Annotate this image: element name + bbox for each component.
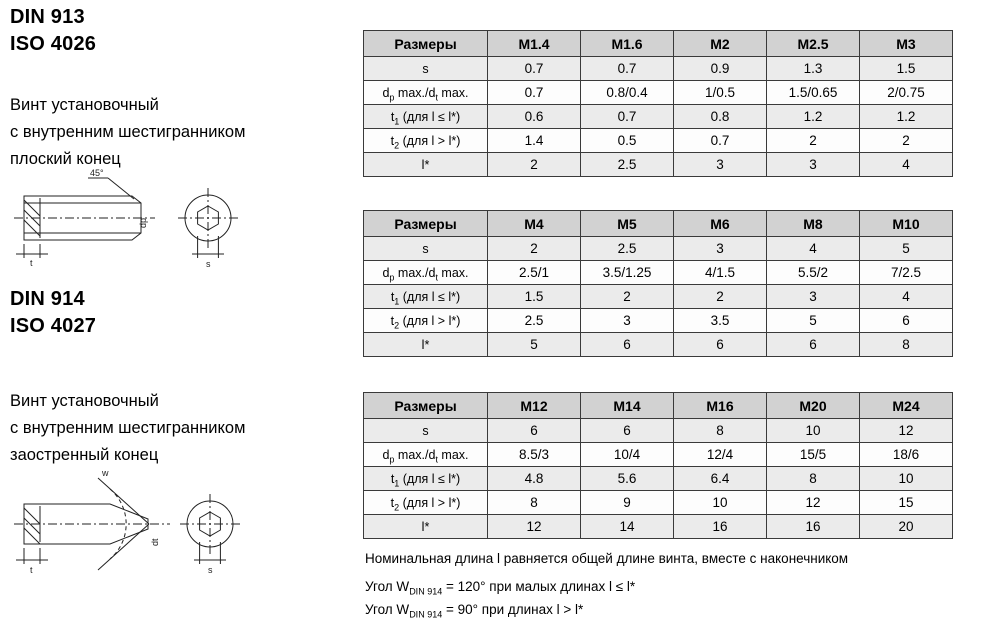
row-label: l* xyxy=(364,153,488,177)
value-cell: 3 xyxy=(767,285,860,309)
header-dimensions: Размеры xyxy=(364,393,488,419)
t-dimension-label: t xyxy=(30,565,33,575)
value-cell: 5.6 xyxy=(581,467,674,491)
value-cell: 6 xyxy=(767,333,860,357)
t-dimension-label: t xyxy=(30,258,33,268)
value-cell: 10 xyxy=(860,467,953,491)
value-cell: 10 xyxy=(674,491,767,515)
value-cell: 3 xyxy=(674,237,767,261)
row-label: s xyxy=(364,419,488,443)
dimensions-table-3 xyxy=(363,392,953,539)
row-label: $d_p$ $\max./d_t$ max. xyxy=(364,443,488,467)
value-cell: 20 xyxy=(860,515,953,539)
value-cell: 12/4 xyxy=(674,443,767,467)
header-size-M8: M8 xyxy=(767,211,860,237)
value-cell: 1.4 xyxy=(488,129,581,153)
value-cell: 2.5 xyxy=(581,153,674,177)
value-cell: 10/4 xyxy=(581,443,674,467)
value-cell: 2 xyxy=(581,285,674,309)
value-cell: 2 xyxy=(767,129,860,153)
header-size-M1.6: M1.6 xyxy=(581,31,674,57)
value-cell: 6 xyxy=(581,333,674,357)
value-cell: 3 xyxy=(581,309,674,333)
header-size-M1.4: M1.4 xyxy=(488,31,581,57)
value-cell: 2.5 xyxy=(488,309,581,333)
cone-angle-label: w xyxy=(102,468,109,478)
value-cell: 12 xyxy=(767,491,860,515)
dp-dimension-label: dp xyxy=(138,217,148,228)
value-cell: 4 xyxy=(860,153,953,177)
description-line: заостренный конец xyxy=(10,446,159,464)
table-row xyxy=(364,153,953,177)
row-label: s xyxy=(364,237,488,261)
row-label: $t_1$ (для l ≤ l*) xyxy=(364,467,488,491)
description-line: с внутренним шестигранником xyxy=(10,123,246,141)
value-cell: 7/2.5 xyxy=(860,261,953,285)
header-size-M12: M12 xyxy=(488,393,581,419)
value-cell: 0.7 xyxy=(674,129,767,153)
value-cell: 3.5 xyxy=(674,309,767,333)
value-cell: 0.7 xyxy=(488,57,581,81)
value-cell: 1/0.5 xyxy=(674,81,767,105)
value-cell: 4.8 xyxy=(488,467,581,491)
value-cell: 2.5 xyxy=(581,237,674,261)
value-cell: 6 xyxy=(674,333,767,357)
header-size-M3: M3 xyxy=(860,31,953,57)
header-size-M6: M6 xyxy=(674,211,767,237)
value-cell: 6 xyxy=(581,419,674,443)
header-size-M2: M2 xyxy=(674,31,767,57)
din913-description xyxy=(10,92,245,173)
value-cell: 1.3 xyxy=(767,57,860,81)
table-row xyxy=(364,57,953,81)
description-line: Винт установочный xyxy=(10,96,159,114)
header-size-M16: M16 xyxy=(674,393,767,419)
value-cell: 1.5/0.65 xyxy=(767,81,860,105)
value-cell: 15/5 xyxy=(767,443,860,467)
value-cell: 6.4 xyxy=(674,467,767,491)
note-angle-120: Угол $W_{DIN 914} = 120^\circ$ при малых длинах l ≤ l* xyxy=(365,579,636,597)
value-cell: 0.7 xyxy=(581,105,674,129)
header-size-M4: M4 xyxy=(488,211,581,237)
value-cell: 4 xyxy=(860,285,953,309)
din913-title: DIN 913 xyxy=(10,6,85,28)
row-label: $t_2$ (для l > l*) xyxy=(364,309,488,333)
value-cell: 1.5 xyxy=(488,285,581,309)
table-row xyxy=(364,419,953,443)
table-row xyxy=(364,237,953,261)
description-line: Винт установочный xyxy=(10,392,159,410)
value-cell: 8.5/3 xyxy=(488,443,581,467)
screw-side-view xyxy=(14,178,155,258)
table-row xyxy=(364,285,953,309)
value-cell: 8 xyxy=(674,419,767,443)
s-dimension-label: s xyxy=(208,565,213,575)
value-cell: 0.9 xyxy=(674,57,767,81)
description-line: плоский конец xyxy=(10,150,121,168)
value-cell: 3 xyxy=(767,153,860,177)
value-cell: 0.5 xyxy=(581,129,674,153)
row-label: $d_p$ $\max./d_t$ max. xyxy=(364,261,488,285)
value-cell: 10 xyxy=(767,419,860,443)
size-table-large xyxy=(363,392,953,539)
din913-flat-point-drawing xyxy=(10,166,260,278)
value-cell: 3 xyxy=(674,153,767,177)
table-row xyxy=(364,515,953,539)
din914-cone-point-drawing xyxy=(10,466,260,591)
s-dimension-label: s xyxy=(206,259,211,269)
value-cell: 5 xyxy=(767,309,860,333)
table-row xyxy=(364,443,953,467)
header-size-M14: M14 xyxy=(581,393,674,419)
header-size-M20: M20 xyxy=(767,393,860,419)
value-cell: 2 xyxy=(674,285,767,309)
value-cell: 2 xyxy=(860,129,953,153)
value-cell: 0.8 xyxy=(674,105,767,129)
value-cell: 5 xyxy=(488,333,581,357)
table-row xyxy=(364,309,953,333)
header-dimensions: Размеры xyxy=(364,211,488,237)
row-label: l* xyxy=(364,515,488,539)
value-cell: 14 xyxy=(581,515,674,539)
table-row xyxy=(364,105,953,129)
value-cell: 3.5/1.25 xyxy=(581,261,674,285)
value-cell: 5.5/2 xyxy=(767,261,860,285)
iso4026-title: ISO 4026 xyxy=(10,33,97,55)
value-cell: 0.6 xyxy=(488,105,581,129)
din914-title: DIN 914 xyxy=(10,288,85,310)
value-cell: 0.7 xyxy=(488,81,581,105)
description-line: с внутренним шестигранником xyxy=(10,419,246,437)
dimensions-table-2 xyxy=(363,210,953,357)
value-cell: 2 xyxy=(488,237,581,261)
row-label: $t_1$ (для l ≤ l*) xyxy=(364,285,488,309)
din914-heading-block xyxy=(10,286,96,340)
value-cell: 6 xyxy=(860,309,953,333)
value-cell: 8 xyxy=(860,333,953,357)
row-label: l* xyxy=(364,333,488,357)
row-label: s xyxy=(364,57,488,81)
value-cell: 2/0.75 xyxy=(860,81,953,105)
value-cell: 0.8/0.4 xyxy=(581,81,674,105)
note-nominal-length: Номинальная длина l равняется общей длине винта, вместе с наконечником xyxy=(365,551,849,566)
value-cell: 15 xyxy=(860,491,953,515)
din914-description xyxy=(10,388,245,469)
value-cell: 5 xyxy=(860,237,953,261)
value-cell: 16 xyxy=(767,515,860,539)
value-cell: 18/6 xyxy=(860,443,953,467)
value-cell: 2.5/1 xyxy=(488,261,581,285)
header-dimensions: Размеры xyxy=(364,31,488,57)
table-row xyxy=(364,333,953,357)
header-size-M10: M10 xyxy=(860,211,953,237)
value-cell: 12 xyxy=(860,419,953,443)
value-cell: 0.7 xyxy=(581,57,674,81)
din913-heading-block xyxy=(10,4,96,58)
value-cell: 9 xyxy=(581,491,674,515)
value-cell: 1.2 xyxy=(860,105,953,129)
row-label: $t_1$ (для l ≤ l*) xyxy=(364,105,488,129)
value-cell: 4/1.5 xyxy=(674,261,767,285)
value-cell: 1.5 xyxy=(860,57,953,81)
row-label: $t_2$ (для l > l*) xyxy=(364,491,488,515)
note-angle-90: Угол $W_{DIN 914} = 90^\circ$ при длинах l > l* xyxy=(365,602,584,620)
value-cell: 16 xyxy=(674,515,767,539)
header-size-M2.5: M2.5 xyxy=(767,31,860,57)
screw-end-view xyxy=(178,188,238,258)
header-size-M24: M24 xyxy=(860,393,953,419)
value-cell: 2 xyxy=(488,153,581,177)
value-cell: 4 xyxy=(767,237,860,261)
iso4027-title: ISO 4027 xyxy=(10,315,97,337)
table-row xyxy=(364,81,953,105)
row-label: $d_p$ $\max./d_t$ max. xyxy=(364,81,488,105)
value-cell: 8 xyxy=(767,467,860,491)
value-cell: 8 xyxy=(488,491,581,515)
table-row xyxy=(364,261,953,285)
table-row xyxy=(364,491,953,515)
screw-end-view xyxy=(180,494,240,564)
dimensions-table-1 xyxy=(363,30,953,177)
size-table-small xyxy=(363,30,953,177)
row-label: $t_2$ (для l > l*) xyxy=(364,129,488,153)
value-cell: 6 xyxy=(488,419,581,443)
value-cell: 1.2 xyxy=(767,105,860,129)
table-row xyxy=(364,467,953,491)
screw-side-view xyxy=(14,478,170,570)
header-size-M5: M5 xyxy=(581,211,674,237)
value-cell: 12 xyxy=(488,515,581,539)
chamfer-angle-label: 45° xyxy=(90,168,104,178)
dt-dimension-label: dt xyxy=(150,538,160,546)
table-row xyxy=(364,129,953,153)
size-table-medium xyxy=(363,210,953,357)
